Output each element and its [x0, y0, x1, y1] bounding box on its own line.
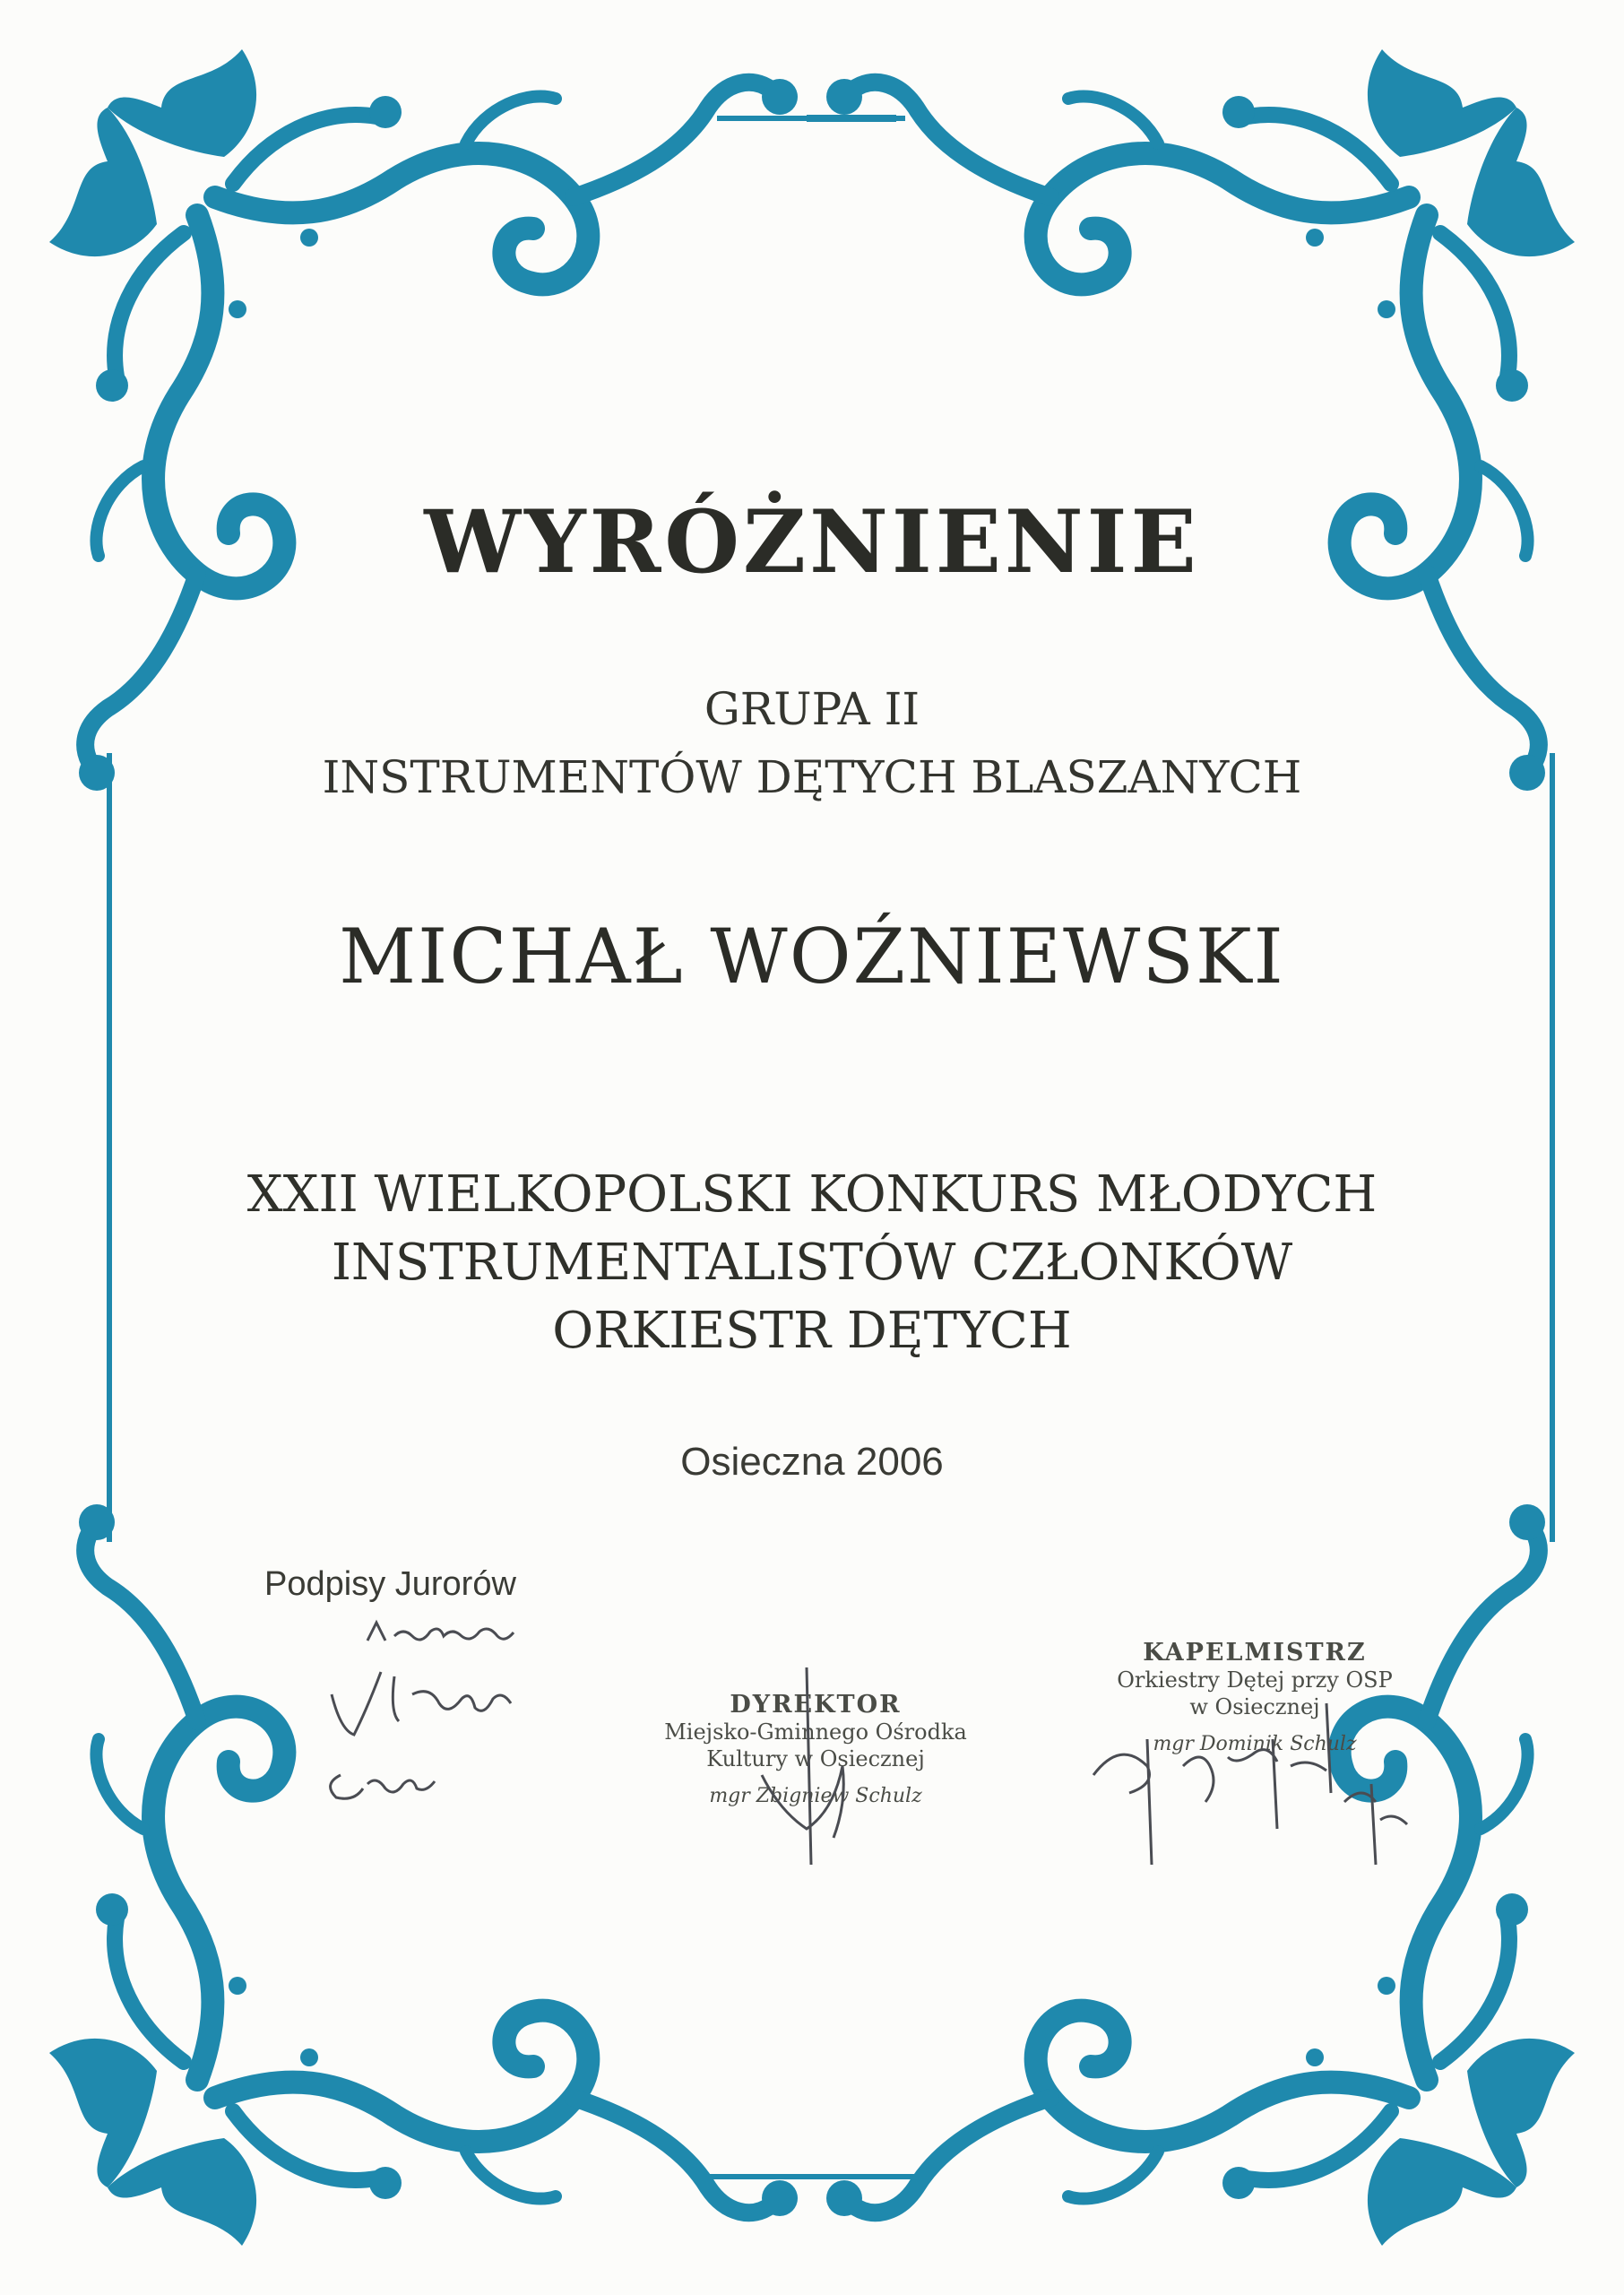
certificate-title: WYRÓŻNIENIE [424, 491, 1200, 593]
group-label: GRUPA II [704, 683, 920, 735]
director-title: DYREKTOR [730, 1691, 902, 1719]
bandmaster-line-2: w Osiecznej [1189, 1694, 1320, 1719]
director-signature [708, 1650, 905, 1883]
bandmaster-line-1: Orkiestry Dętej przy OSP [1117, 1667, 1393, 1693]
recipient-name: MICHAŁ WOŹNIEWSKI [339, 913, 1285, 1000]
competition-line-2: INSTRUMENTALISTÓW CZŁONKÓW [331, 1234, 1293, 1292]
bandmaster-name: mgr Dominik Schulz [1153, 1733, 1357, 1755]
director-name: mgr Zbigniew Schulz [709, 1785, 922, 1807]
director-line-2: Kultury w Osiecznej [706, 1746, 925, 1771]
competition-line-1: XXII WIELKOPOLSKI KONKURS MŁODYCH [246, 1165, 1378, 1224]
jurors-signatures-label: Podpisy Jurorów [264, 1565, 516, 1603]
competition-line-3: ORKIESTR DĘTYCH [552, 1302, 1072, 1360]
director-line-1: Miejsko-Gminnego Ośrodka [664, 1719, 967, 1745]
place-year: Osieczna 2006 [680, 1440, 944, 1484]
bandmaster-signature [1075, 1685, 1434, 1892]
bandmaster-title: KAPELMISTRZ [1143, 1639, 1367, 1667]
category-label: INSTRUMENTÓW DĘTYCH BLASZANYCH [322, 751, 1302, 803]
juror-signatures [305, 1614, 645, 1829]
